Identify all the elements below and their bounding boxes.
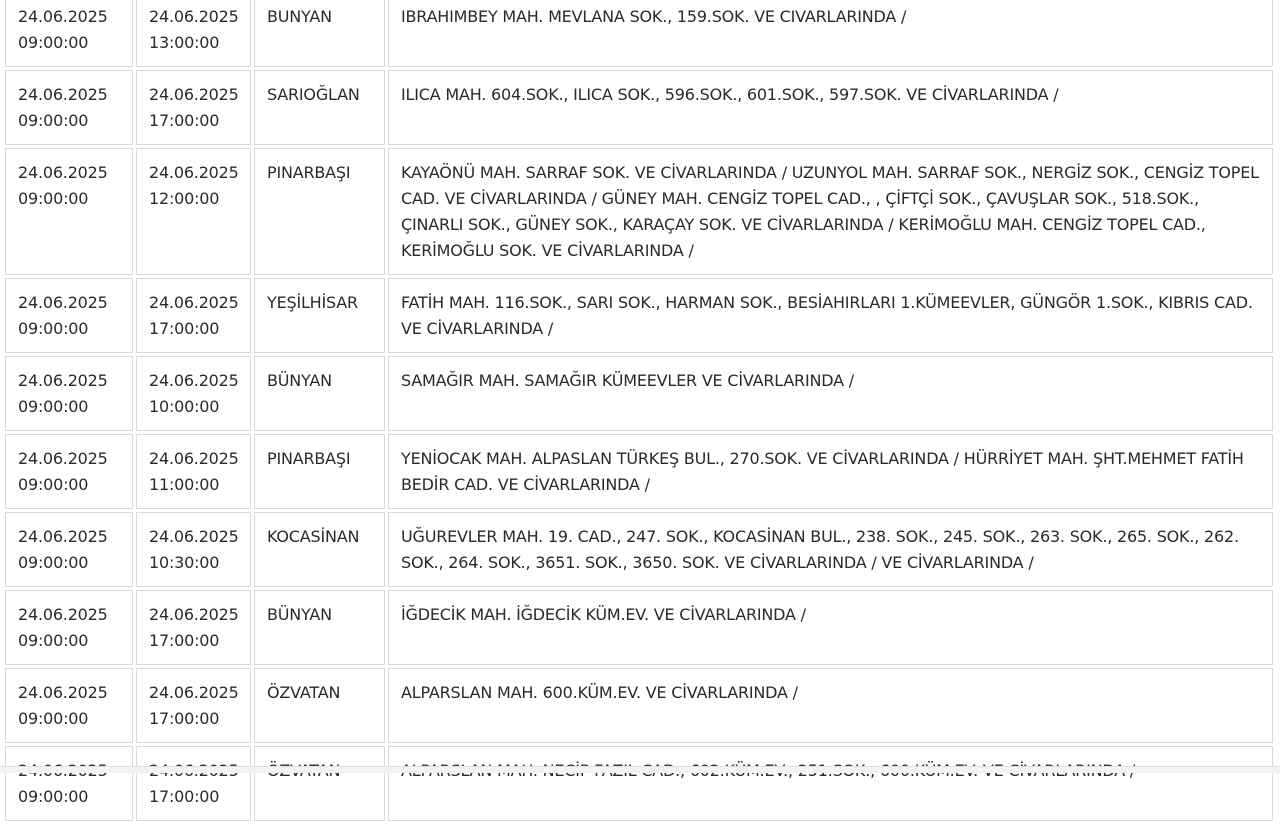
start-date: 24.06.2025	[18, 527, 108, 546]
start-time: 09:00:00	[18, 787, 89, 806]
end-time: 17:00:00	[149, 787, 220, 806]
start-time: 09:00:00	[18, 397, 89, 416]
outage-table-container	[2, 0, 1276, 824]
end-cell	[136, 512, 251, 587]
table-row	[5, 148, 1273, 275]
end-date: 24.06.2025	[149, 527, 239, 546]
start-cell	[5, 70, 133, 145]
table-row	[5, 278, 1273, 353]
end-time: 17:00:00	[149, 631, 220, 650]
end-cell	[136, 148, 251, 275]
start-cell	[5, 0, 133, 67]
table-row	[5, 590, 1273, 665]
outage-table-body	[5, 0, 1273, 821]
district-cell: BUNYAN	[254, 0, 385, 67]
locations-cell: ALPARSLAN MAH. 600.KÜM.EV. VE CİVARLARINDA /	[388, 668, 1273, 743]
table-row	[5, 512, 1273, 587]
start-cell	[5, 356, 133, 431]
start-time: 09:00:00	[18, 33, 89, 52]
end-cell	[136, 278, 251, 353]
district-cell: BÜNYAN	[254, 590, 385, 665]
district-cell	[254, 746, 385, 821]
start-cell	[5, 148, 133, 275]
end-date: 24.06.2025	[149, 371, 239, 390]
locations-cell: IBRAHIMBEY MAH. MEVLANA SOK., 159.SOK. VE CIVARLARINDA /	[388, 0, 1273, 67]
start-cell	[5, 434, 133, 509]
district-cell: ÖZVATAN	[254, 668, 385, 743]
end-time: 10:30:00	[149, 553, 220, 572]
table-row	[5, 70, 1273, 145]
end-cell	[136, 746, 251, 821]
district-cell: YEŞİLHİSAR	[254, 278, 385, 353]
outage-table	[2, 0, 1276, 824]
end-time: 12:00:00	[149, 189, 220, 208]
end-date: 24.06.2025	[149, 683, 239, 702]
locations-cell: İĞDECİK MAH. İĞDECİK KÜM.EV. VE CİVARLARINDA /	[388, 590, 1273, 665]
locations-cell: ILICA MAH. 604.SOK., ILICA SOK., 596.SOK., 601.SOK., 597.SOK. VE CİVARLARINDA /	[388, 70, 1273, 145]
start-cell	[5, 590, 133, 665]
district-cell: SARIOĞLAN	[254, 70, 385, 145]
start-date: 24.06.2025	[18, 293, 108, 312]
district-cell: KOCASİNAN	[254, 512, 385, 587]
end-cell	[136, 434, 251, 509]
start-time: 09:00:00	[18, 189, 89, 208]
start-date: 24.06.2025	[18, 449, 108, 468]
end-cell	[136, 668, 251, 743]
start-cell	[5, 278, 133, 353]
end-date: 24.06.2025	[149, 605, 239, 624]
district-cell: PINARBAŞI	[254, 148, 385, 275]
start-date: 24.06.2025	[18, 683, 108, 702]
table-row	[5, 434, 1273, 509]
end-date: 24.06.2025	[149, 293, 239, 312]
end-cell	[136, 0, 251, 67]
start-time: 09:00:00	[18, 553, 89, 572]
start-time: 09:00:00	[18, 475, 89, 494]
district-cell: PINARBAŞI	[254, 434, 385, 509]
end-date: 24.06.2025	[149, 85, 239, 104]
district-cell: BÜNYAN	[254, 356, 385, 431]
start-cell	[5, 746, 133, 821]
table-row	[5, 746, 1273, 821]
end-date: 24.06.2025	[149, 449, 239, 468]
end-time: 10:00:00	[149, 397, 220, 416]
end-cell	[136, 590, 251, 665]
locations-cell: UĞUREVLER MAH. 19. CAD., 247. SOK., KOCASİNAN BUL., 238. SOK., 245. SOK., 263. SOK., 265. SOK., 262. SOK., 264. SOK., 3651. SOK., 3650. SOK. VE CİVARLARINDA / VE CİVARLARINDA /	[388, 512, 1273, 587]
locations-cell	[388, 746, 1273, 821]
end-time: 17:00:00	[149, 319, 220, 338]
start-date: 24.06.2025	[18, 163, 108, 182]
locations-cell: KAYAÖNÜ MAH. SARRAF SOK. VE CİVARLARINDA / UZUNYOL MAH. SARRAF SOK., NERGİZ SOK., CENGİZ TOPEL CAD. VE CİVARLARINDA / GÜNEY MAH. CENGİZ TOPEL CAD., , ÇİFTÇİ SOK., ÇAVUŞLAR SOK., 518.SOK., ÇINARLI SOK., GÜNEY SOK., KARAÇAY SOK. VE CİVARLARINDA / KERİMOĞLU MAH. CENGİZ TOPEL CAD., KERİMOĞLU SOK. VE CİVARLARINDA /	[388, 148, 1273, 275]
end-cell	[136, 70, 251, 145]
end-time: 13:00:00	[149, 33, 220, 52]
end-cell	[136, 356, 251, 431]
start-cell	[5, 512, 133, 587]
table-row	[5, 0, 1273, 67]
end-date: 24.06.2025	[149, 163, 239, 182]
start-date: 24.06.2025	[18, 85, 108, 104]
start-time: 09:00:00	[18, 319, 89, 338]
start-time: 09:00:00	[18, 631, 89, 650]
locations-cell: SAMAĞIR MAH. SAMAĞIR KÜMEEVLER VE CİVARLARINDA /	[388, 356, 1273, 431]
start-date: 24.06.2025	[18, 371, 108, 390]
start-date: 24.06.2025	[18, 605, 108, 624]
start-date: 24.06.2025	[18, 7, 108, 26]
table-row	[5, 668, 1273, 743]
end-time: 17:00:00	[149, 709, 220, 728]
start-time: 09:00:00	[18, 709, 89, 728]
locations-cell: FATİH MAH. 116.SOK., SARI SOK., HARMAN SOK., BESİAHIRLARI 1.KÜMEEVLER, GÜNGÖR 1.SOK., KIBRIS CAD. VE CİVARLARINDA /	[388, 278, 1273, 353]
end-time: 11:00:00	[149, 475, 220, 494]
start-time: 09:00:00	[18, 111, 89, 130]
end-date: 24.06.2025	[149, 7, 239, 26]
table-row	[5, 356, 1273, 431]
end-time: 17:00:00	[149, 111, 220, 130]
locations-cell: YENİOCAK MAH. ALPASLAN TÜRKEŞ BUL., 270.SOK. VE CİVARLARINDA / HÜRRİYET MAH. ŞHT.MEHMET FATİH BEDİR CAD. VE CİVARLARINDA /	[388, 434, 1273, 509]
start-cell	[5, 668, 133, 743]
